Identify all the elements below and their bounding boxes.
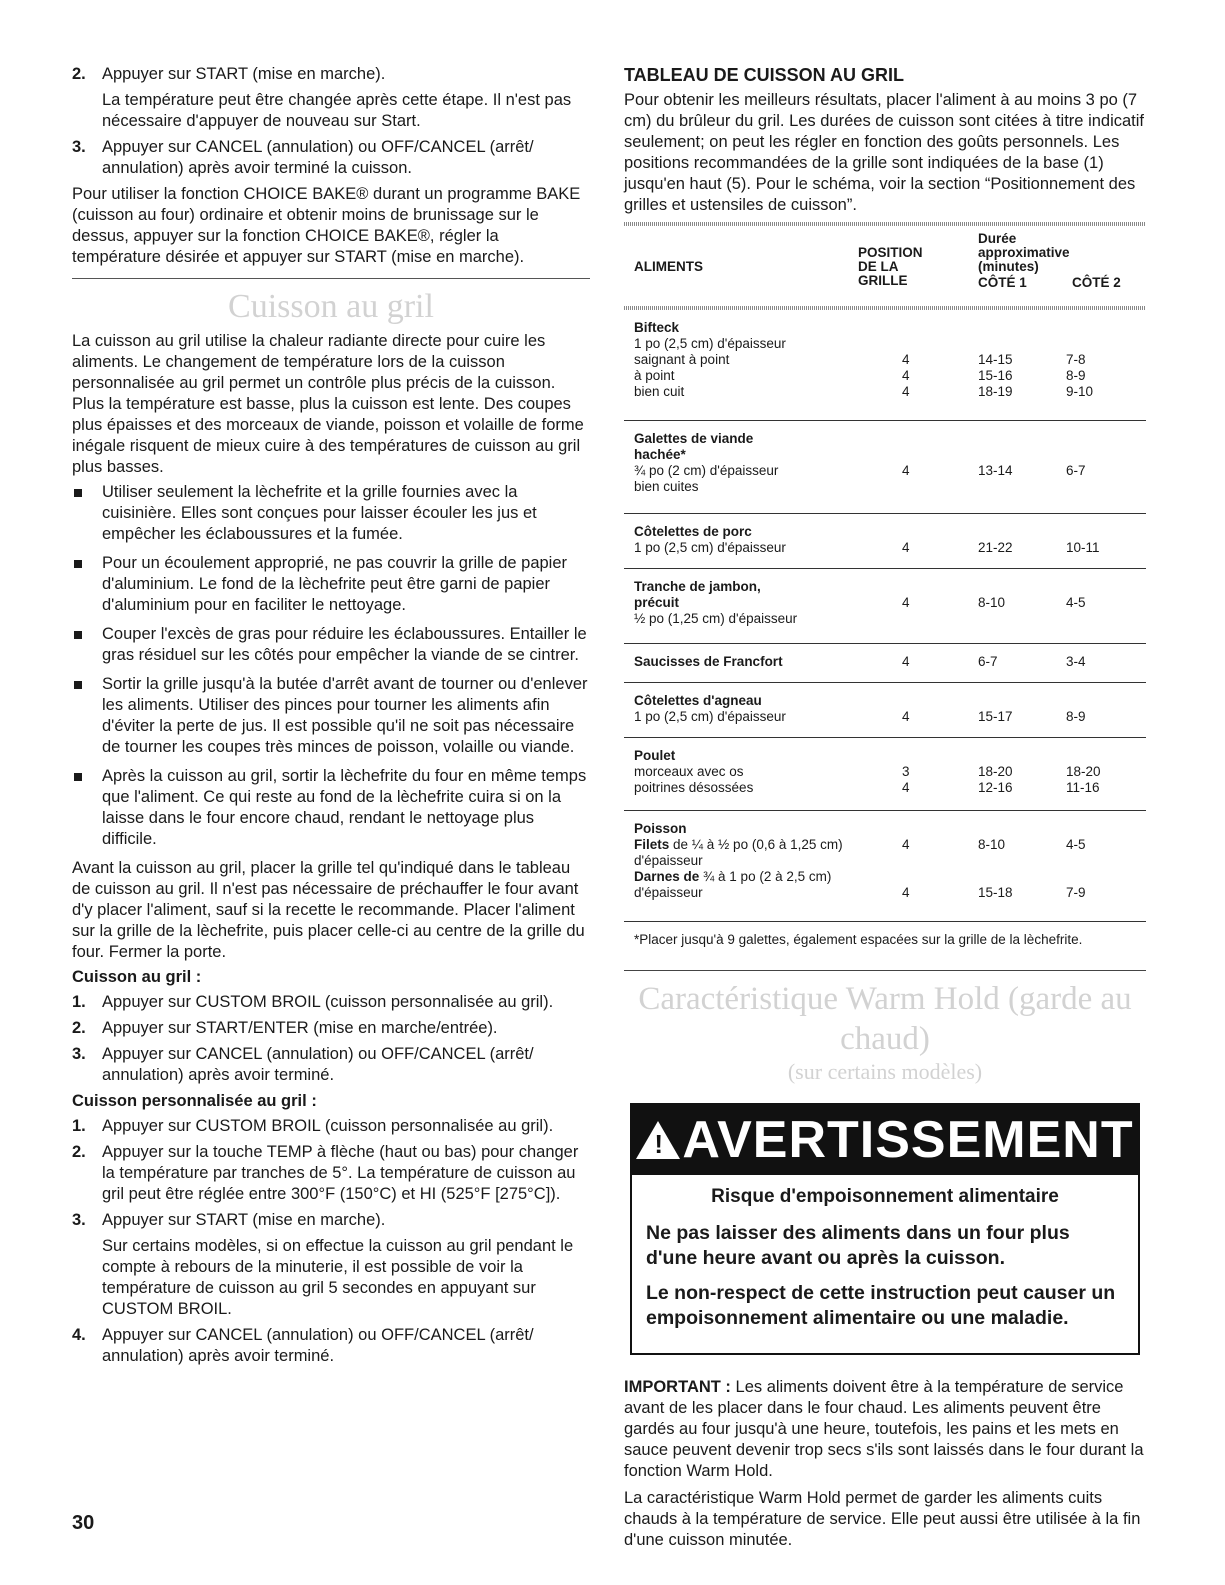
important-paragraph: IMPORTANT : Les aliments doivent être à la température de service avant de les placer dans le four chaud. Les aliments peuvent être gardés au four jusqu'à une heure, toutefois, les pains et les mets en sauce peuvent devenir trop secs s'ils sont laissés dans le four durant la fonction Warm Hold.	[624, 1378, 1144, 1480]
warning-subtitle: Risque d'empoisonnement alimentaire	[711, 1186, 1059, 1207]
broil-chart-intro: Pour obtenir les meilleurs résultats, placer l'aliment à au moins 3 po (7 cm) du brûleur du gril. Les durées de cuisson sont citées à titre indicatif seulement; on peut les régler en fonction des goûts personnels. Les positions recommandées de la grille sont indiquées de la base (1) jusqu'en haut (5). Pour le schéma, voir la section “Positionnement des grilles et ustensiles de cuisson”.	[624, 91, 1145, 214]
bullet-icon	[72, 553, 102, 616]
header-cote-1: CÔTÉ 1	[978, 275, 1027, 290]
warning-header: ! AVERTISSEMENT	[632, 1105, 1138, 1175]
right-column	[624, 64, 1146, 1551]
step-continuation: La température peut être changée après cette étape. Il n'est pas nécessaire d'appuyer de nouveau sur Start.	[102, 91, 572, 130]
list-item: Sortir la grille jusqu'à la butée d'arrêt avant de tourner ou d'enlever les aliments. Utiliser des pinces pour tourner les aliments afin d'éviter la perte de jus. Il est possible qu'il ne soit pas nécessaire de tourner les coupes très minces de poisson, volaille ou viande.	[72, 674, 590, 758]
section-title-broil: Cuisson au gril	[228, 288, 434, 325]
table-row: Saucisses de Francfort 4 6-7 3-4	[624, 644, 1146, 683]
header-grille: GRILLE	[858, 273, 908, 288]
list-item: Pour un écoulement approprié, ne pas couvrir la grille de papier d'aluminium. Le fond de la lèchefrite peut être garni de papier d'aluminium pour en faciliter le nettoyage.	[72, 553, 590, 616]
left-column	[72, 64, 590, 1372]
table-row: Côtelettes de porc 1 po (2,5 cm) d'épaisseur 4 21-22 10-11	[624, 514, 1146, 569]
table-row: Galettes de viande hachée* ¾ po (2 cm) d'épaisseur bien cuites 4 13-14 6-7	[624, 421, 1146, 514]
table-row: Côtelettes d'agneau 1 po (2,5 cm) d'épaisseur 4 15-17 8-9	[624, 683, 1146, 738]
section-divider	[624, 970, 1146, 971]
broil-intro: La cuisson au gril utilise la chaleur radiante directe pour cuire les aliments. Le changement de température lors de la cuisson personnalisée au gril permet un contrôle plus précis de la cuisson. Plus la température est basse, plus la cuisson est lente. Des coupes plus épaisses et des morceaux de viande, poisson et volaille de forme inégale risquent de mieux cuire à des températures de cuisson au gril plus basses.	[72, 332, 584, 476]
section-divider	[72, 278, 590, 279]
warning-triangle-icon: !	[636, 1121, 680, 1159]
custom-step: 3. Appuyer sur START (mise en marche).	[72, 1211, 386, 1229]
header-minutes: (minutes)	[978, 259, 1039, 274]
broil-subheading: Cuisson au gril :	[72, 968, 202, 986]
warning-box	[630, 1103, 1140, 1355]
header-de-la: DE LA	[858, 259, 899, 274]
step-text: Appuyer sur CANCEL (annulation) ou OFF/CANCEL (arrêt/ annulation) après avoir terminé la cuisson.	[102, 138, 534, 177]
header-aliments: ALIMENTS	[634, 259, 703, 274]
bullet-icon	[72, 674, 102, 758]
page-number: 30	[72, 1512, 95, 1534]
header-duree: Durée	[978, 231, 1017, 246]
choice-bake-paragraph: Pour utiliser la fonction CHOICE BAKE® durant un programme BAKE (cuisson au four) ordinaire et obtenir moins de brunissage sur le dessus, appuyer sur la fonction CHOICE BAKE®, régler la température désirée et appuyer sur START (mise en marche).	[72, 185, 581, 266]
before-broil-paragraph: Avant la cuisson au gril, placer la grille tel qu'indiqué dans le tableau de cuisson au gril. Il n'est pas nécessaire de préchauffer le four avant d'y placer l'aliment, sauf si la recette le recommande. Placer l'aliment sur la grille de la lèchefrite, puis placer celle-ci au centre de la grille du four. Fermer la porte.	[72, 859, 585, 961]
step-text: Appuyer sur START (mise en marche).	[102, 65, 386, 83]
table-row: Bifteck 1 po (2,5 cm) d'épaisseur saignant à point à point bien cuit 4 4 4 14-15 15-16 18-19 7-8 8-9 9-10	[624, 310, 1146, 421]
broil-step: 1. Appuyer sur CUSTOM BROIL (cuisson personnalisée au gril).	[72, 993, 554, 1011]
warm-hold-subtitle: (sur certains modèles)	[787, 1059, 983, 1084]
warning-consequence: Le non-respect de cette instruction peut causer un empoisonnement alimentaire ou une maladie.	[646, 1282, 1116, 1329]
bullet-icon	[72, 624, 102, 666]
broil-tips-list	[72, 482, 590, 850]
custom-step: 4. Appuyer sur CANCEL (annulation) ou OFF/CANCEL (arrêt/ annulation) après avoir terminé.	[72, 1326, 534, 1365]
custom-step: 2. Appuyer sur la touche TEMP à flèche (haut ou bas) pour changer la température par tranches de 5°. La température de cuisson au gril peut être réglée entre 300°F (150°C) et HI (525°F [275°C]).	[72, 1143, 579, 1203]
step-number: 2.	[72, 65, 86, 83]
header-position: POSITION	[858, 245, 923, 260]
bake-step-3	[72, 137, 590, 179]
table-header	[624, 226, 1146, 306]
table-footnote: *Placer jusqu'à 9 galettes, également espacées sur la grille de la lèchefrite.	[634, 932, 1083, 947]
table-row: Poisson Filets de ¼ à ½ po (0,6 à 1,25 cm) d'épaisseur Darnes de ¾ à 1 po (2 à 2,5 cm) d'épaisseur 4 8-10 4-5 4 15-18 7-9	[624, 811, 1146, 922]
list-item: Après la cuisson au gril, sortir la lèchefrite du four en même temps que l'aliment. Ce qui reste au fond de la lèchefrite cuira si on la laisse dans le four encore chaud, rendant le nettoyage plus difficile.	[72, 766, 590, 850]
bake-step-2	[72, 64, 590, 85]
custom-step: 1. Appuyer sur CUSTOM BROIL (cuisson personnalisée au gril).	[72, 1117, 554, 1135]
warm-hold-title: Caractéristique Warm Hold (garde au chaud)	[638, 981, 1132, 1057]
warning-body	[632, 1175, 1138, 1353]
table-row: Poulet morceaux avec os poitrines désossées 3 4 18-20 12-16 18-20 11-16	[624, 738, 1146, 811]
broil-chart-title: TABLEAU DE CUISSON AU GRIL	[624, 65, 905, 85]
header-approximative: approximative	[978, 245, 1070, 260]
header-cote-2: CÔTÉ 2	[1072, 275, 1121, 290]
list-item: Couper l'excès de gras pour réduire les éclaboussures. Entailler le gras résiduel sur les côtés pour empêcher la viande de se cintrer.	[72, 624, 590, 666]
broil-step: 2. Appuyer sur START/ENTER (mise en marche/entrée).	[72, 1019, 498, 1037]
bullet-icon	[72, 766, 102, 850]
custom-broil-subheading: Cuisson personnalisée au gril :	[72, 1092, 317, 1110]
broil-step: 3. Appuyer sur CANCEL (annulation) ou OFF/CANCEL (arrêt/ annulation) après avoir terminé.	[72, 1045, 534, 1084]
step-continuation: Sur certains modèles, si on effectue la cuisson au gril pendant le compte à rebours de la minuterie, il est possible de voir la température de cuisson au gril 5 secondes en appuyant sur CUSTOM BROIL.	[102, 1237, 574, 1318]
bullet-icon	[72, 482, 102, 545]
list-item: Utiliser seulement la lèchefrite et la grille fournies avec la cuisinière. Elles sont conçues pour laisser écouler les jus et empêcher les éclaboussures et la fumée.	[72, 482, 590, 545]
warning-instruction: Ne pas laisser des aliments dans un four plus d'une heure avant ou après la cuisson.	[646, 1222, 1070, 1269]
table-row: Tranche de jambon, précuit ½ po (1,25 cm) d'épaisseur 4 8-10 4-5	[624, 569, 1146, 644]
step-number: 3.	[72, 138, 86, 156]
warm-hold-description: La caractéristique Warm Hold permet de garder les aliments cuits chauds à la température de service. Elle peut aussi être utilisée à la fin d'une cuisson minutée.	[624, 1489, 1141, 1549]
